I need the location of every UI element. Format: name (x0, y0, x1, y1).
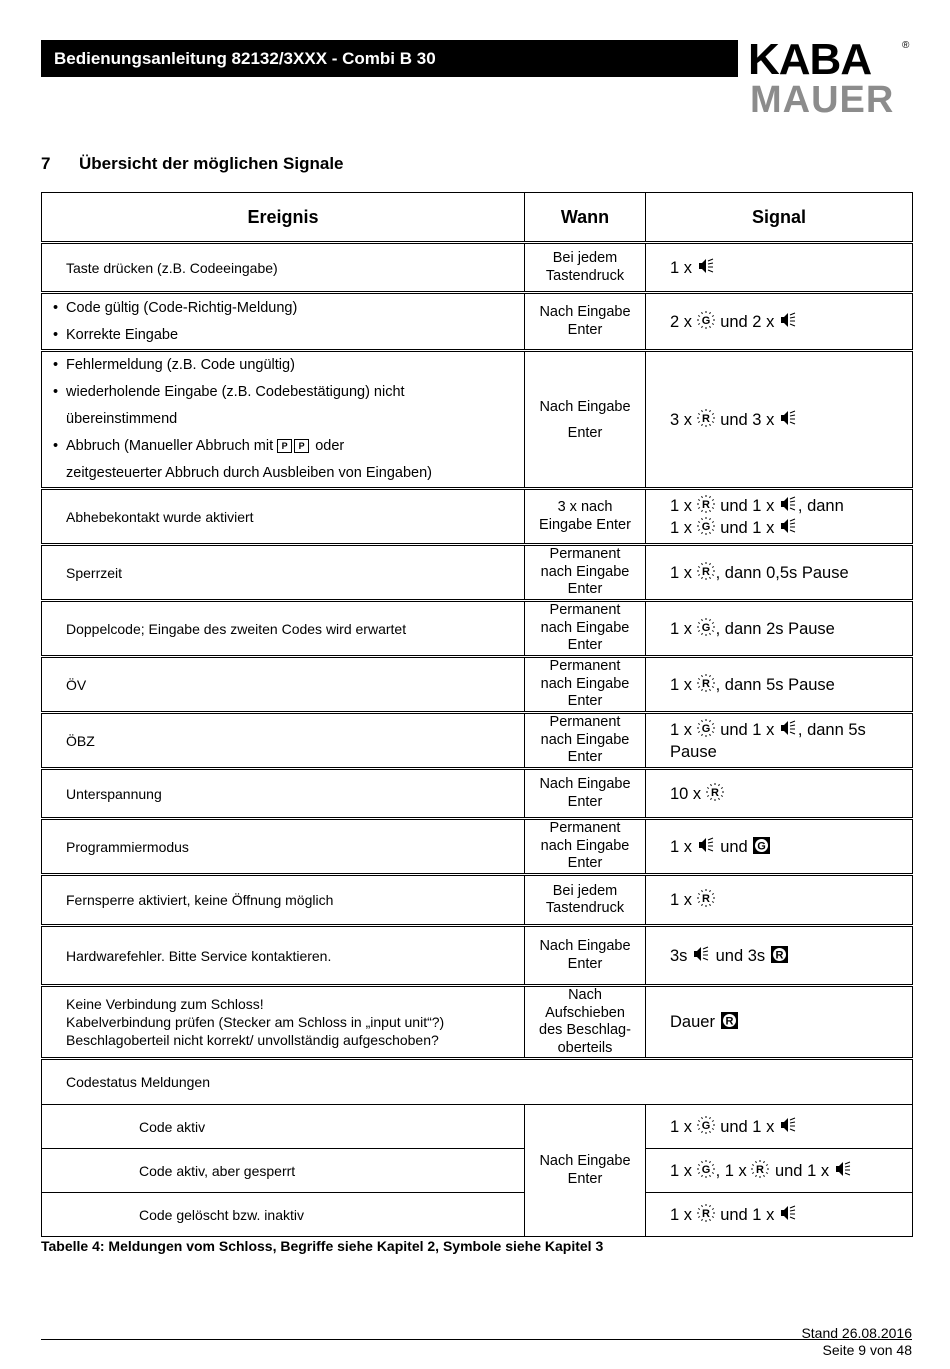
section-heading (41, 154, 344, 174)
header-event: Ereignis (42, 193, 525, 243)
buzzer-icon (697, 257, 716, 276)
table-row (42, 489, 913, 545)
footer-date: Stand 26.08.2016 (801, 1325, 912, 1341)
list-item: • Korrekte Eingabe (53, 322, 514, 349)
cell-signal: 1 x und G (646, 819, 913, 875)
svg-text:R: R (725, 1015, 734, 1028)
cell-when: Permanent nach Eingabe Enter (525, 657, 646, 713)
kaba-mauer-logo (748, 36, 913, 116)
p-key-icon: P (294, 439, 309, 453)
cell-when: Nach Eingabe Enter (525, 293, 646, 351)
table-row (42, 875, 913, 926)
svg-text:G: G (701, 1163, 710, 1176)
cell-event: Code gelöscht bzw. inaktiv (42, 1193, 525, 1237)
logo-line1: KABA (748, 36, 872, 84)
cell-event: Unterspannung (42, 769, 525, 819)
svg-text:R: R (775, 949, 784, 961)
cell-signal: 1 x G , dann 2s Pause (646, 601, 913, 657)
cell-when: Nach Aufschieben des Beschlag- oberteils (525, 986, 646, 1059)
list-item: • wiederholende Eingabe (z.B. Codebestätigung) nicht (53, 379, 514, 406)
cell-signal: 1 x R (646, 875, 913, 926)
svg-text:G: G (701, 621, 710, 634)
green-led-blink-icon (697, 1116, 716, 1135)
list-item: • Fehlermeldung (z.B. Code ungültig) (53, 352, 514, 379)
red-led-blink-icon (751, 1160, 770, 1179)
table-caption: Tabelle 4: Meldungen vom Schloss, Begriffe siehe Kapitel 2, Symbole siehe Kapitel 3 (41, 1238, 604, 1254)
buzzer-icon (697, 836, 716, 855)
svg-text:R: R (710, 786, 719, 799)
red-led-steady-icon (770, 945, 789, 964)
cell-event: Code aktiv, aber gesperrt (42, 1149, 525, 1193)
buzzer-icon (779, 495, 798, 514)
codestatus-row (42, 1193, 913, 1237)
svg-text:G: G (757, 840, 767, 852)
cell-signal: 1 x G , 1 x R und 1 x (646, 1149, 913, 1193)
list-item: • Abbruch (Manueller Abbruch mit P P oder (53, 433, 514, 460)
footer (801, 1325, 912, 1359)
cell-signal: 3s und 3s R (646, 926, 913, 986)
cell-signal: 1 x R und 1 x (646, 1193, 913, 1237)
codestatus-title: Codestatus Meldungen (42, 1059, 913, 1105)
cell-signal: 1 x R , dann 0,5s Pause (646, 545, 913, 601)
table-row (42, 713, 913, 769)
cell-signal: 10 x R (646, 769, 913, 819)
signals-table (41, 192, 913, 1237)
codestatus-row (42, 1105, 913, 1149)
cell-when: Permanent nach Eingabe Enter (525, 819, 646, 875)
green-led-blink-icon (697, 719, 716, 738)
svg-text:R: R (701, 677, 710, 690)
cell-event: Code aktiv (42, 1105, 525, 1149)
green-led-blink-icon (697, 311, 716, 330)
section-title: Übersicht der möglichen Signale (79, 154, 344, 173)
cell-when: Bei jedem Tastendruck (525, 243, 646, 293)
green-led-blink-icon (697, 517, 716, 536)
cell-signal: 2 x G und 2 x (646, 293, 913, 351)
red-led-blink-icon (697, 1204, 716, 1223)
cell-signal: 3 x R und 3 x (646, 351, 913, 489)
header-signal: Signal (646, 193, 913, 243)
table-row (42, 293, 913, 351)
buzzer-icon (779, 409, 798, 428)
cell-event: Sperrzeit (42, 545, 525, 601)
section-number: 7 (41, 154, 51, 173)
buzzer-icon (779, 719, 798, 738)
svg-text:G: G (701, 314, 710, 327)
red-led-blink-icon (706, 783, 725, 802)
green-led-steady-icon (752, 836, 771, 855)
green-led-blink-icon (697, 1160, 716, 1179)
list-item: übereinstimmend (66, 411, 178, 427)
codestatus-title-row (42, 1059, 913, 1105)
cell-signal: 1 x R , dann 5s Pause (646, 657, 913, 713)
svg-text:R: R (701, 412, 710, 425)
cell-event: ÖBZ (42, 713, 525, 769)
svg-text:R: R (701, 893, 710, 905)
cell-when: Permanent nach Eingabe Enter (525, 601, 646, 657)
cell-event: Abhebekontakt wurde aktiviert (42, 489, 525, 545)
svg-text:G: G (701, 1119, 710, 1132)
buzzer-icon (779, 1204, 798, 1223)
green-led-blink-icon (697, 618, 716, 637)
cell-when: Nach Eingabe Enter (525, 1105, 646, 1237)
table-row (42, 819, 913, 875)
p-key-icon: P (277, 439, 292, 453)
list-item: • Code gültig (Code-Richtig-Meldung) (53, 295, 514, 322)
logo-line2: MAUER (750, 79, 895, 116)
svg-text:G: G (701, 520, 710, 533)
cell-event: Taste drücken (z.B. Codeeingabe) (42, 243, 525, 293)
cell-signal: 1 x (646, 243, 913, 293)
cell-event: Keine Verbindung zum Schloss! Kabelverbindung prüfen (Stecker am Schloss in „input unit“?) Beschlagoberteil nicht korrekt/ unvollständig aufgeschoben? (42, 986, 525, 1059)
cell-event: Hardwarefehler. Bitte Service kontaktieren. (42, 926, 525, 986)
table-row (42, 926, 913, 986)
table-row (42, 243, 913, 293)
red-led-steady-icon (720, 1011, 739, 1030)
codestatus-row (42, 1149, 913, 1193)
cell-when: Permanent nach Eingabe Enter (525, 545, 646, 601)
table-row (42, 545, 913, 601)
header-title: Bedienungsanleitung 82132/3XXX - Combi B 30 (41, 40, 738, 77)
footer-divider (41, 1339, 912, 1340)
svg-text:R: R (701, 565, 710, 578)
cell-event (42, 351, 525, 489)
cell-event: Fernsperre aktiviert, keine Öffnung möglich (42, 875, 525, 926)
cell-signal: 1 x G und 1 x (646, 1105, 913, 1149)
list-item: zeitgesteuerter Abbruch durch Ausbleiben von Eingaben) (66, 465, 432, 481)
cell-signal: 1 x R und 1 x , dann 1 x G und 1 x (646, 489, 913, 545)
red-led-blink-icon (697, 495, 716, 514)
red-led-blink-icon (697, 409, 716, 428)
svg-text:R: R (756, 1163, 765, 1176)
buzzer-icon (779, 1116, 798, 1135)
cell-event: ÖV (42, 657, 525, 713)
svg-text:R: R (701, 498, 710, 511)
buzzer-icon (692, 945, 711, 964)
header-when: Wann (525, 193, 646, 243)
cell-when: Nach Eingabe Enter (525, 769, 646, 819)
cell-event: Programmiermodus (42, 819, 525, 875)
svg-text:R: R (701, 1207, 710, 1220)
red-led-blink-icon (697, 562, 716, 581)
footer-page: Seite 9 von 48 (822, 1342, 912, 1358)
cell-event (42, 293, 525, 351)
cell-signal: Dauer R (646, 986, 913, 1059)
svg-text:G: G (701, 722, 710, 735)
red-led-blink-icon (697, 889, 716, 908)
cell-when: Nach Eingabe Enter (525, 351, 646, 489)
buzzer-icon (834, 1160, 853, 1179)
table-row (42, 657, 913, 713)
buzzer-icon (779, 311, 798, 330)
logo-registered: ® (902, 40, 910, 51)
cell-when: Nach Eingabe Enter (525, 926, 646, 986)
cell-event: Doppelcode; Eingabe des zweiten Codes wird erwartet (42, 601, 525, 657)
table-row (42, 986, 913, 1059)
cell-when: 3 x nach Eingabe Enter (525, 489, 646, 545)
table-row (42, 351, 913, 489)
cell-when: Bei jedem Tastendruck (525, 875, 646, 926)
cell-signal: 1 x G und 1 x , dann 5s Pause (646, 713, 913, 769)
table-row (42, 769, 913, 819)
buzzer-icon (779, 517, 798, 536)
cell-when: Permanent nach Eingabe Enter (525, 713, 646, 769)
red-led-blink-icon (697, 674, 716, 693)
table-row (42, 601, 913, 657)
